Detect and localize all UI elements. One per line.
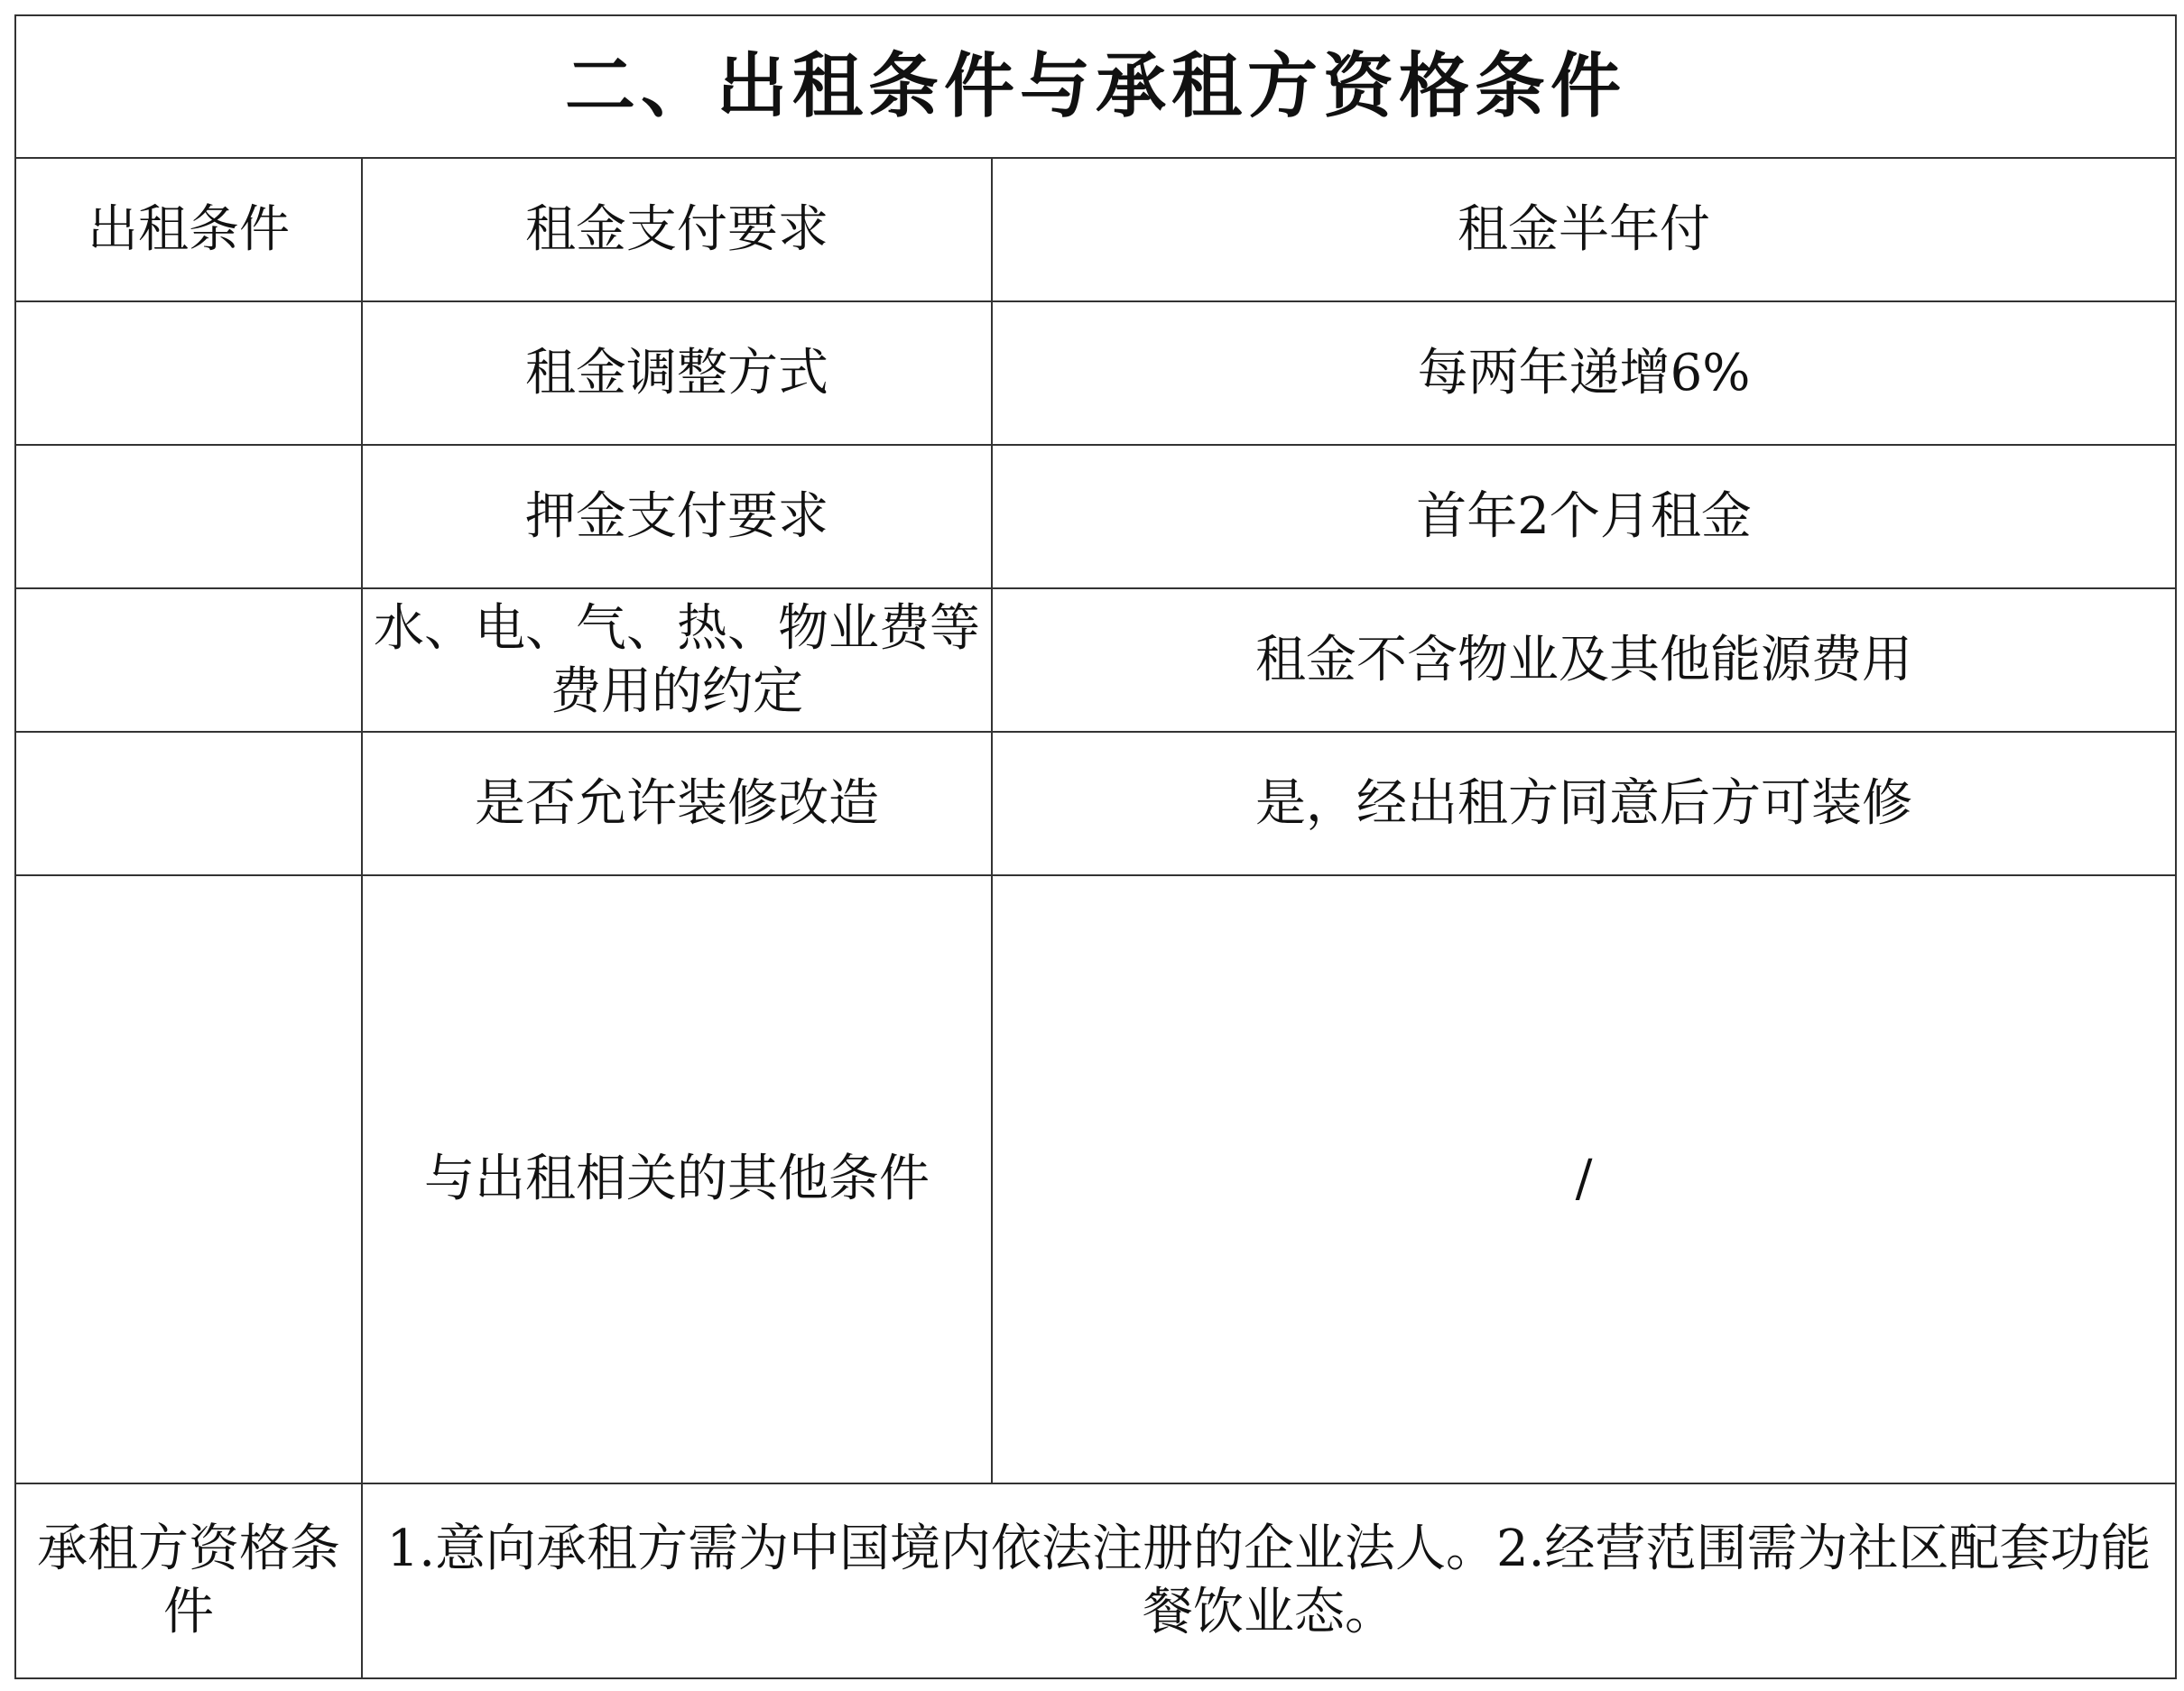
row-value: 每两年递增6% [992,301,2176,445]
conditions-table [14,14,2177,1679]
table-row [15,588,2176,732]
row-label: 押金支付要求 [362,445,992,588]
row-label: 是否允许装修改造 [362,732,992,875]
row-label: 水、电、气、热、物业费等费用的约定 [362,588,992,732]
empty-cell [15,301,362,445]
empty-cell [15,588,362,732]
title-row [15,15,2176,158]
row-label: 租金支付要求 [362,158,992,301]
empty-cell [15,445,362,588]
tenant-qualification-label: 承租方资格条件 [15,1483,362,1678]
tenant-qualification-value: 1.意向承租方需为中国境内依法注册的企业法人。2.经营范围需为社区配套功能餐饮业态。 [362,1483,2176,1678]
section-label-rental-conditions: 出租条件 [15,158,362,301]
row-value: 租金不含物业及其他能源费用 [992,588,2176,732]
table-row [15,1483,2176,1678]
table-row [15,301,2176,445]
table-row [15,732,2176,875]
row-label: 与出租相关的其他条件 [362,875,992,1483]
table-row [15,158,2176,301]
row-value: 首年2个月租金 [992,445,2176,588]
table-row [15,445,2176,588]
empty-cell [15,732,362,875]
table-title: 二、出租条件与承租方资格条件 [15,15,2176,158]
row-label: 租金调整方式 [362,301,992,445]
row-value: 租金半年付 [992,158,2176,301]
table-row [15,875,2176,1483]
row-value: 是，经出租方同意后方可装修 [992,732,2176,875]
empty-cell [15,875,362,1483]
row-value: / [992,875,2176,1483]
